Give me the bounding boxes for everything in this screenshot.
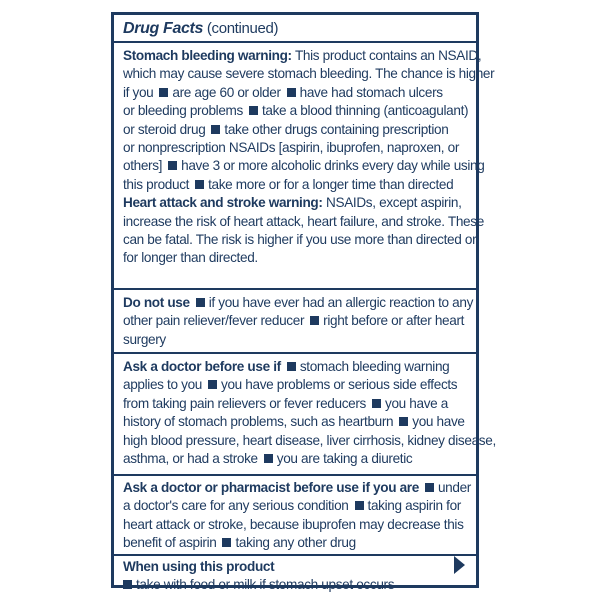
stomach-text-7a: others] [123,158,163,174]
ask-pharmacist-item-aspirin: taking aspirin for [367,498,461,514]
bullet-icon [425,483,434,492]
header-subtitle: (continued) [206,20,279,37]
bullet-icon [211,125,220,134]
bullet-icon [195,180,204,189]
continue-arrow-icon [454,556,465,574]
ask-doctor-text-6a: asthma, or had a stroke [123,451,258,467]
bullet-icon [168,161,177,170]
drug-facts-panel [111,12,496,593]
heart-text-2: increase the risk of heart attack, heart failure, and stroke. These [123,213,484,229]
bullet-icon [372,399,381,408]
bullet-icon [355,501,364,510]
ask-doctor-item-blood-pressure: you have [412,414,465,430]
bullet-icon [196,298,205,307]
when-using-item-food: take with food or milk if stomach upset occurs [136,577,395,593]
do-not-use-item-allergic: if you have ever had an allergic reaction to any [208,295,474,310]
stomach-item-age: are age 60 or older [172,84,281,100]
ask-doctor-text-3a: from taking pain relievers or fever reducers [123,395,366,411]
bullet-icon [208,380,217,389]
ask-pharmacist-heading: Ask a doctor or pharmacist before use if you are [123,480,419,495]
stomach-item-blood-thinning: take a blood thinning (anticoagulant) [261,103,469,119]
header-title: Drug Facts [123,20,204,37]
ask-pharmacist-item-under: under [437,480,471,495]
ask-pharmacist-section [114,478,476,556]
ask-doctor-item-history: you have a [385,395,449,411]
stomach-text-3a: if you [123,84,154,100]
ask-doctor-text-5: high blood pressure, heart disease, liver cirrhosis, kidney disease, [123,432,496,448]
drug-facts-header [114,15,476,43]
ask-doctor-heading: Ask a doctor before use if [123,359,281,374]
stomach-text-4a: or bleeding problems [123,103,243,119]
ask-doctor-section [114,356,496,476]
stomach-warning-heading: Stomach bleeding warning: [123,48,292,63]
ask-pharmacist-text-2a: a doctor's care for any serious condition [123,498,349,514]
bullet-icon [159,88,168,97]
heart-warning-heading: Heart attack and stroke warning: [123,195,323,211]
bullet-icon [287,362,296,371]
stomach-text-1: This product contains an NSAID, [294,48,482,63]
heart-text-1: NSAIDs, except aspirin, [326,195,462,211]
bullet-icon [287,88,296,97]
stomach-item-alcohol: have 3 or more alcoholic drinks every day while using [181,158,485,174]
bullet-icon [249,106,258,115]
when-using-section [114,558,476,593]
bullet-icon [123,580,132,589]
bullet-icon [310,316,319,325]
stomach-text-6: or nonprescription NSAIDs [aspirin, ibuprofen, naproxen, or [123,140,459,156]
stomach-item-ulcers: have had stomach ulcers [299,84,443,100]
ask-doctor-text-4a: history of stomach problems, such as heartburn [123,414,394,430]
do-not-use-item-surgery: right before or after heart [323,313,465,329]
stomach-text-2: which may cause severe stomach bleeding. The chance is higher [123,66,495,82]
heart-text-4: for longer than directed. [123,250,258,266]
ask-pharmacist-item-other-drug: taking any other drug [235,535,356,551]
ask-pharmacist-text-3: heart attack or stroke, because ibuprofen may decrease this [123,516,464,532]
do-not-use-heading: Do not use [123,295,190,310]
do-not-use-text-3: surgery [123,331,166,347]
ask-doctor-item-stomach: stomach bleeding warning [299,359,450,374]
do-not-use-section [114,292,476,354]
ask-pharmacist-text-4a: benefit of aspirin [123,535,217,551]
bullet-icon [264,454,273,463]
heart-text-3: can be fatal. The risk is higher if you use more than directed or [123,232,477,248]
bullet-icon [399,417,408,426]
stomach-item-longer-time: take more or for a longer time than directed [208,176,454,192]
ask-doctor-text-2a: applies to you [123,377,202,393]
ask-doctor-item-side-effects: you have problems or serious side effects [221,377,458,393]
warnings-section [114,45,495,290]
stomach-text-5a: or steroid drug [123,121,206,137]
do-not-use-text-2a: other pain reliever/fever reducer [123,313,305,329]
ask-doctor-item-diuretic: you are taking a diuretic [276,451,413,467]
bullet-icon [222,538,231,547]
stomach-item-other-drugs: take other drugs containing prescription [224,121,449,137]
when-using-heading: When using this product [123,559,275,574]
stomach-text-8a: this product [123,176,190,192]
